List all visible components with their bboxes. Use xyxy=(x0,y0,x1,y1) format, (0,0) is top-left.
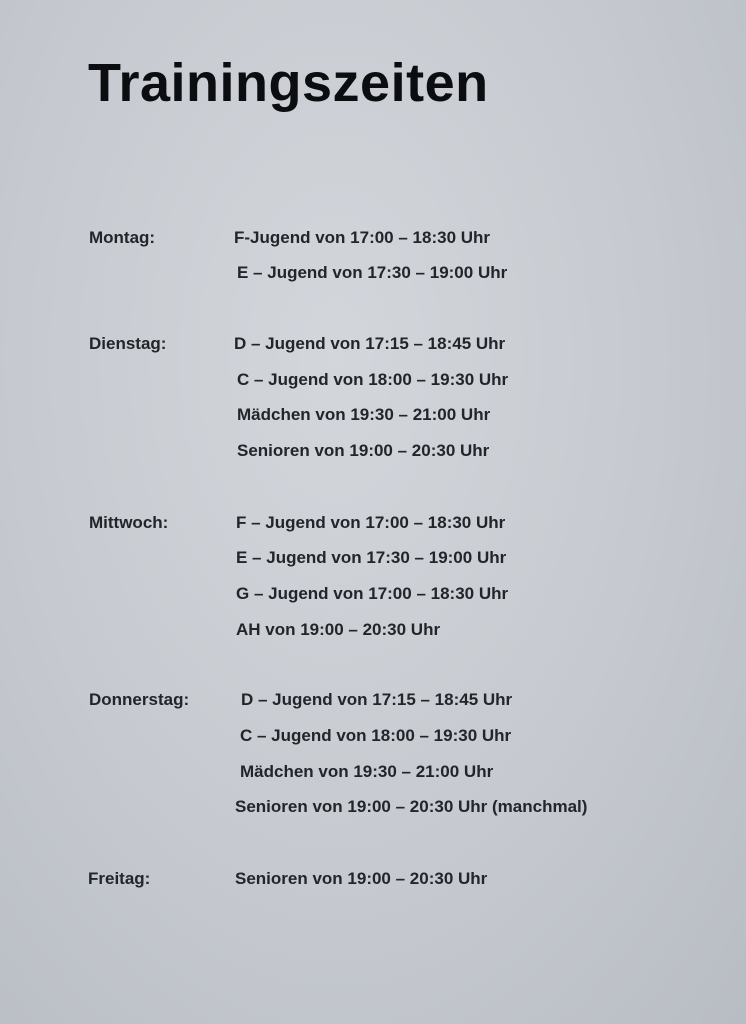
schedule-entry: AH von 19:00 – 20:30 Uhr xyxy=(236,620,441,639)
schedule-entry: F – Jugend von 17:00 – 18:30 Uhr xyxy=(236,513,506,532)
day-label-dienstag: Dienstag: xyxy=(89,334,167,353)
schedule-entry: F-Jugend von 17:00 – 18:30 Uhr xyxy=(234,228,491,247)
schedule-entry: Senioren von 19:00 – 20:30 Uhr xyxy=(235,869,488,888)
day-label-donnerstag: Donnerstag: xyxy=(89,690,190,709)
schedule-entry: Senioren von 19:00 – 20:30 Uhr xyxy=(237,441,490,460)
schedule-entry: Senioren von 19:00 – 20:30 Uhr (manchmal) xyxy=(235,797,588,816)
schedule-entry: Mädchen von 19:30 – 21:00 Uhr xyxy=(240,762,494,781)
schedule-entry: D – Jugend von 17:15 – 18:45 Uhr xyxy=(241,690,513,709)
schedule-entry: C – Jugend von 18:00 – 19:30 Uhr xyxy=(237,370,509,389)
schedule-entry: E – Jugend von 17:30 – 19:00 Uhr xyxy=(236,548,507,567)
schedule-entry: Mädchen von 19:30 – 21:00 Uhr xyxy=(237,405,491,424)
schedule-entry: D – Jugend von 17:15 – 18:45 Uhr xyxy=(234,334,506,353)
page-title: Trainingszeiten xyxy=(88,53,489,113)
schedule-entry: C – Jugend von 18:00 – 19:30 Uhr xyxy=(240,726,512,745)
schedule-entry: E – Jugend von 17:30 – 19:00 Uhr xyxy=(237,263,508,282)
day-label-freitag: Freitag: xyxy=(88,869,151,888)
day-label-mittwoch: Mittwoch: xyxy=(89,513,169,532)
day-label-montag: Montag: xyxy=(89,228,156,247)
schedule-entry: G – Jugend von 17:00 – 18:30 Uhr xyxy=(236,584,509,603)
